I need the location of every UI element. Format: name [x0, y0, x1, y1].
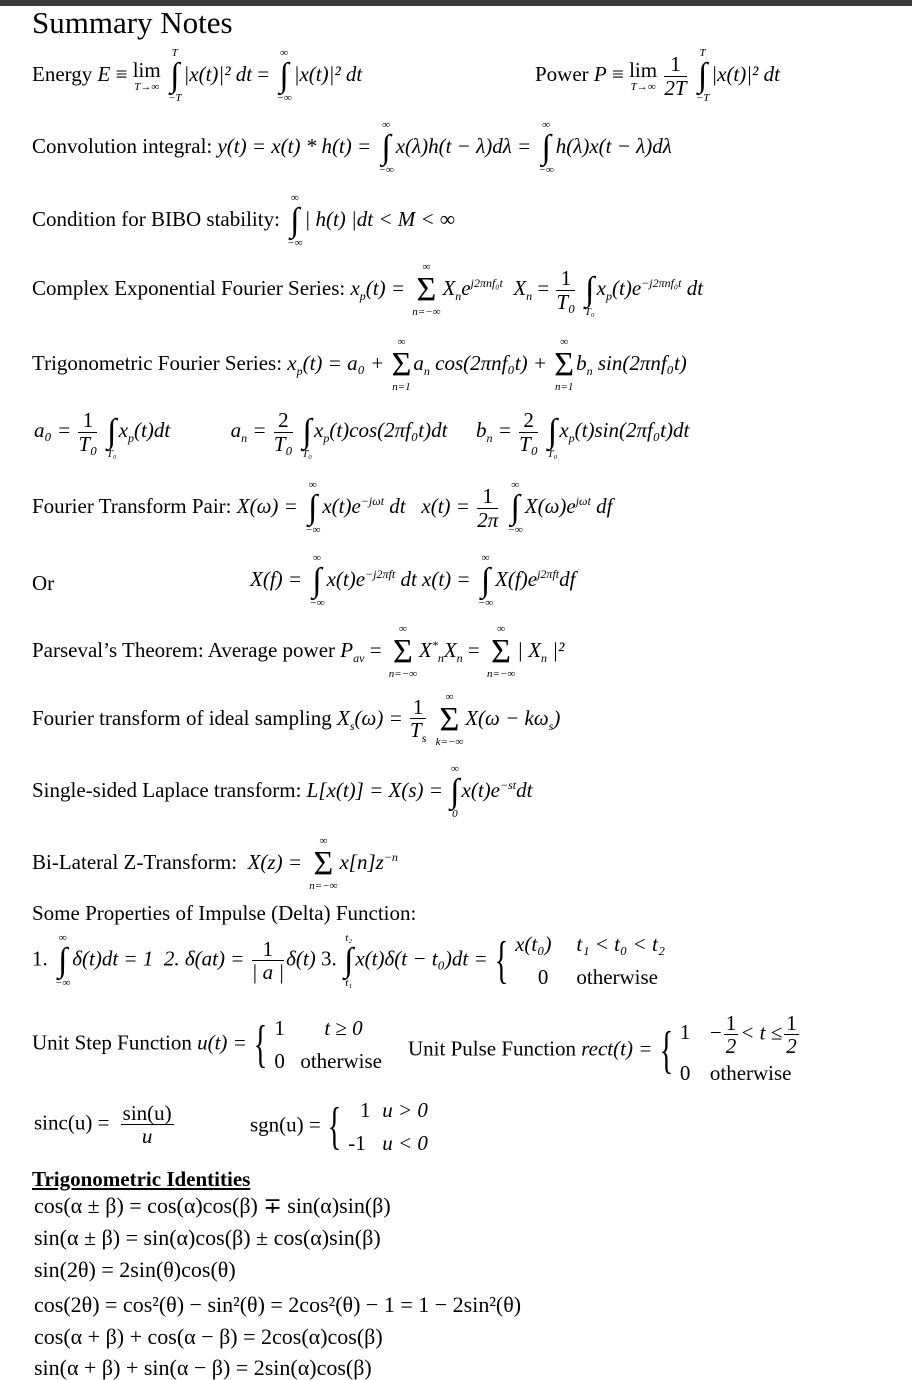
delta-heading: Some Properties of Impulse (Delta) Function: — [32, 901, 417, 925]
integral-sign: ∞ ∫ −∞ — [477, 552, 494, 609]
integral-sign: ∞ ∫ −∞ — [538, 119, 554, 176]
integral-sign: ∞ ∫ 0 — [450, 763, 460, 820]
z-transform: Bi-Lateral Z-Transform: X(z) = ∞ Σ n=−∞ $x[n]z^{-n}$ — [32, 835, 398, 892]
integral-sign: T ∫ −T — [695, 47, 710, 104]
parseval-theorem: Parseval’s Theorem: Average power $P_{av}$ = ∞ Σ n=−∞ $X^*_nX_n$ = ∞ Σ n=−∞ | $X_n$ |² — [32, 623, 565, 680]
fraction: $\frac{1}{\text{T₀}}$ — [556, 266, 576, 314]
energy-formula: Energy E ≡ lim T→∞ T ∫ −T |x(t)|² dt = ∞ ∫ −∞ |x(t)|² dt — [32, 47, 363, 104]
fraction: $\frac{1}{2T}$ — [664, 52, 687, 100]
trig-fourier-series: Trigonometric Fourier Series: $x_p(t) = a_0$ + ∞ Σ n=1 $a_n$ cos(2πnf₀t) + ∞ Σ n=1 $b_n$ sin(2πnf₀t) — [32, 336, 687, 393]
fraction: $\frac{2}{\text{T₀}}$ — [273, 408, 293, 456]
integral-sign: T ∫ −T — [167, 47, 182, 104]
sgn-function: sgn(u) = { 1 u > 0 -1 u < 0 — [250, 1094, 428, 1159]
sum-sign: ∞ Σ n=1 — [554, 336, 575, 393]
delta-properties: 1. ∞ ∫ −∞ δ(t)dt = 1 2. δ(at) = $\frac{1}{| a |}$ δ(t) 3. t₂ ∫ t₁ x(t)δ(t − t₀)dt = { x(t₀) t₁ < t₀ < t₂ 0 otherwise — [32, 928, 665, 993]
or-label: Or — [32, 571, 55, 595]
piecewise-cases: 1 − $\frac{1}{2}$ < t ≤ $\frac{1}{2}$ 0 otherwise — [679, 1011, 797, 1086]
piecewise-cases: x(t₀) t₁ < t₀ < t₂ 0 otherwise — [515, 932, 666, 989]
trig-identity: sin(α + β) + sin(α − β) = 2sin(α)cos(β) — [34, 1355, 372, 1380]
integral-sign: ∞ ∫ −∞ — [305, 479, 321, 536]
left-brace: { — [327, 1097, 342, 1155]
integral-sign: ∞ ∫ −∞ — [507, 479, 523, 536]
fraction: $\frac{\sin(u)}{u}$ — [122, 1101, 172, 1149]
limit: lim T→∞ — [629, 57, 658, 94]
limit: lim T→∞ — [132, 57, 161, 94]
complex-fourier-series: Complex Exponential Fourier Series: $x_p(t)$ = ∞ Σ n=−∞ $X_ne^{j2\pi nf_0t}$ $X_n$ = $\frac{1}{\text{T₀}}$ ∫ T₀ $x_p(t)e^{-j2\pi nf_0t}$ dt — [32, 261, 704, 318]
power-formula: Power P ≡ lim T→∞ $\frac{1}{2T}$ T ∫ −T |x(t)|² dt — [535, 47, 780, 104]
fourier-transform-pair: Fourier Transform Pair: X(ω) = ∞ ∫ −∞ $x(t)e^{-j\omega t}$ dt x(t) = $\frac{1}{2\pi}$ ∞ ∫ −∞ $X(\omega)e^{j\omega t}$ df — [32, 479, 613, 536]
fraction: $\frac{1}{T_s}$ — [410, 694, 427, 745]
integral-sign: ∞ ∫ −∞ — [378, 119, 394, 176]
page-title: Summary Notes — [32, 5, 233, 40]
sum-sign: ∞ Σ n=−∞ — [412, 261, 441, 318]
unit-step-function: Unit Step Function u(t) = { 1 t ≥ 0 0 otherwise — [32, 1012, 382, 1077]
trig-heading: Trigonometric Identities — [32, 1167, 251, 1191]
bibo-formula: Condition for BIBO stability: ∞ ∫ −∞ | h(t) |dt < M < ∞ — [32, 192, 455, 249]
trig-identity: cos(2θ) = cos²(θ) − sin²(θ) = 2cos²(θ) − 1 = 1 − 2sin²(θ) — [34, 1292, 522, 1317]
sum-sign: ∞ Σ n=1 — [391, 336, 412, 393]
trig-identity: sin(α ± β) = sin(α)cos(β) ± cos(α)sin(β) — [34, 1225, 381, 1250]
integral-sign: ∞ ∫ −∞ — [287, 192, 303, 249]
convolution-formula: Convolution integral: y(t) = x(t) * h(t) = ∞ ∫ −∞ x(λ)h(t − λ)dλ = ∞ ∫ −∞ h(λ)x(t − λ)dλ — [32, 119, 672, 176]
laplace-transform: Single-sided Laplace transform: L[x(t)] = X(s) = ∞ ∫ 0 $x(t)e^{-st}dt$ — [32, 763, 533, 820]
fraction: $\frac{1}{2\pi}$ — [477, 484, 499, 532]
fraction: $\frac{1}{| a |}$ — [251, 937, 285, 985]
integral-sign: ∞ ∫ −∞ — [309, 552, 325, 609]
left-brace: { — [659, 1021, 673, 1079]
sinc-function: sinc(u) = $\frac{\sin(u)}{u}$ — [34, 1101, 172, 1149]
piecewise-cases: 1 u > 0 -1 u < 0 — [348, 1098, 428, 1155]
piecewise-cases: 1 t ≥ 0 0 otherwise — [274, 1016, 382, 1073]
integral-sign: ∫ T₀ — [547, 413, 558, 460]
unit-pulse-function: Unit Pulse Function rect(t) = { 1 − $\frac{1}{2}$ < t ≤ $\frac{1}{2}$ 0 otherwise — [408, 1012, 801, 1090]
power-label: Power — [535, 61, 589, 86]
integral-sign: ∞ ∫ −∞ — [276, 47, 292, 104]
integral-sign: ∫ T₀ — [584, 271, 595, 318]
sum-sign: ∞ Σ n=−∞ — [486, 623, 516, 680]
energy-label: Energy — [32, 61, 93, 86]
ideal-sampling: Fourier transform of ideal sampling $X_s(\omega)$ = $\frac{1}{T_s}$ ∞ Σ k=−∞ $X(\omega - k\omega_s)$ — [32, 691, 561, 748]
sum-sign: ∞ Σ n=−∞ — [309, 835, 338, 892]
trig-identity: cos(α ± β) = cos(α)cos(β) ∓ sin(α)sin(β) — [34, 1193, 391, 1218]
fourier-transform-pair-f: X(f) = ∞ ∫ −∞ $x(t)e^{-j2\pi ft}$ dt x(t) = ∞ ∫ −∞ $X(f)e^{j2\pi ft}df$ — [250, 552, 576, 609]
fraction: $\frac{2}{\text{T₀}}$ — [519, 408, 539, 456]
fourier-coefficients: a₀ = $\frac{1}{\text{T₀}}$ ∫ T₀ $x_p(t)dt$ $a_n$ = $\frac{2}{\text{T₀}}$ ∫ T₀ $x_p(t)\cos(2\pi f_0t)dt$ $b_n$ = $\frac{2}{\text{T₀}}$ ∫ T₀ $x_p(t)\sin(2\pi f_0t)dt$ — [34, 404, 689, 460]
fraction: $\frac{1}{\text{T₀}}$ — [78, 408, 98, 456]
integral-sign: ∞ ∫ −∞ — [55, 931, 71, 989]
trig-identity: cos(α + β) + cos(α − β) = 2cos(α)cos(β) — [34, 1324, 383, 1349]
integral-sign: ∫ T₀ — [106, 413, 117, 460]
trig-identity: sin(2θ) = 2sin(θ)cos(θ) — [34, 1257, 236, 1282]
left-brace: { — [494, 931, 509, 989]
left-brace: { — [253, 1015, 268, 1073]
sum-sign: ∞ Σ k=−∞ — [435, 691, 464, 748]
sum-sign: ∞ Σ n=−∞ — [388, 623, 417, 680]
integral-sign: t₂ ∫ t₁ — [344, 931, 354, 989]
integral-sign: ∫ T₀ — [302, 413, 313, 460]
